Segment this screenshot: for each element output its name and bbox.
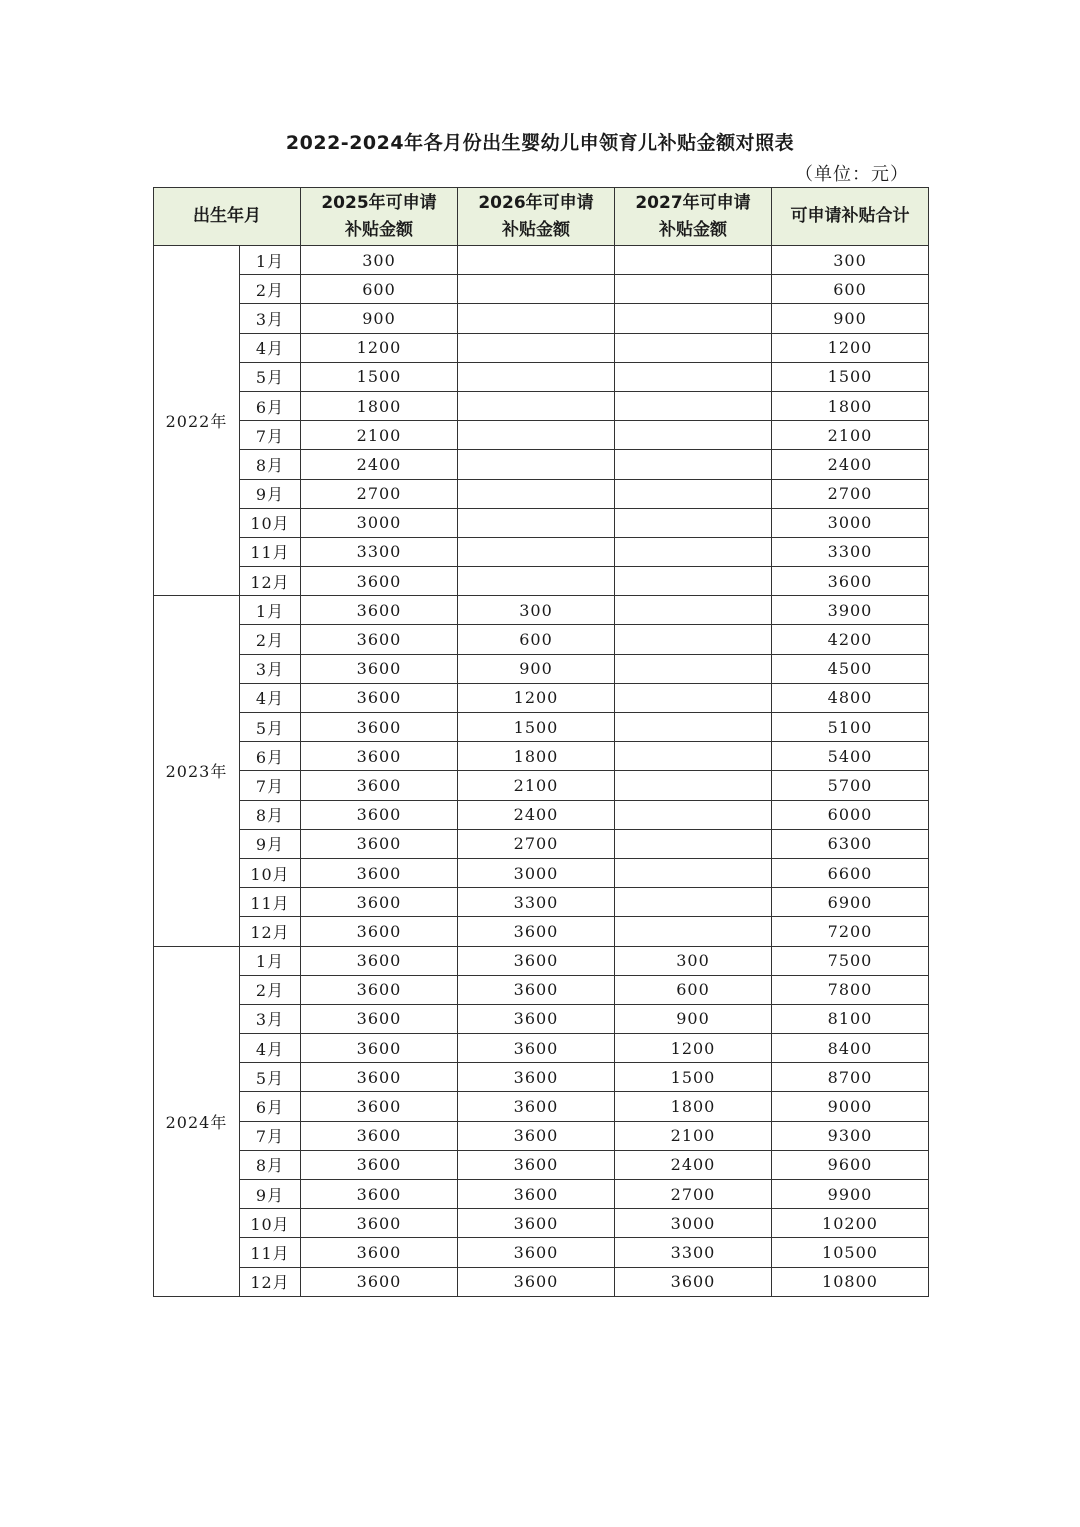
amount-2026-cell (458, 391, 615, 420)
amount-2026-cell (458, 479, 615, 508)
header-2026 (458, 188, 615, 246)
month-cell: 10月 (240, 858, 301, 887)
amount-2027-cell (615, 596, 772, 625)
table-row (154, 391, 929, 420)
amount-2027-cell (615, 800, 772, 829)
month-cell: 1月 (240, 946, 301, 975)
amount-2025-cell: 1800 (301, 391, 458, 420)
month-cell: 8月 (240, 1150, 301, 1179)
amount-2026-cell (458, 246, 615, 275)
table-row (154, 275, 929, 304)
amount-2026-cell: 3600 (458, 1180, 615, 1209)
table-row (154, 1121, 929, 1150)
amount-2027-cell (615, 742, 772, 771)
month-cell: 11月 (240, 537, 301, 566)
amount-2026-cell: 3600 (458, 1092, 615, 1121)
total-cell: 9600 (772, 1150, 929, 1179)
total-cell: 300 (772, 246, 929, 275)
table-row (154, 362, 929, 391)
amount-2025-cell: 3600 (301, 683, 458, 712)
header-birth-month-label: 出生年月 (193, 206, 261, 226)
table-row (154, 1150, 929, 1179)
amount-2027-cell (615, 888, 772, 917)
table-row (154, 1267, 929, 1296)
total-cell: 2400 (772, 450, 929, 479)
amount-2025-cell: 3600 (301, 771, 458, 800)
table-row (154, 246, 929, 275)
table-row (154, 713, 929, 742)
amount-2026-cell: 3600 (458, 1004, 615, 1033)
table-row (154, 683, 929, 712)
amount-2027-cell (615, 771, 772, 800)
amount-2027-cell (615, 917, 772, 946)
amount-2026-cell: 1800 (458, 742, 615, 771)
amount-2026-cell: 300 (458, 596, 615, 625)
table-row (154, 304, 929, 333)
amount-2026-cell: 2700 (458, 829, 615, 858)
amount-2027-cell: 1200 (615, 1034, 772, 1063)
amount-2027-cell: 600 (615, 975, 772, 1004)
total-cell: 4500 (772, 654, 929, 683)
amount-2025-cell: 600 (301, 275, 458, 304)
amount-2027-cell: 3300 (615, 1238, 772, 1267)
total-cell: 5400 (772, 742, 929, 771)
amount-2025-cell: 3600 (301, 800, 458, 829)
total-cell: 900 (772, 304, 929, 333)
amount-2026-cell: 900 (458, 654, 615, 683)
month-cell: 2月 (240, 275, 301, 304)
amount-2025-cell: 3600 (301, 1150, 458, 1179)
month-cell: 5月 (240, 362, 301, 391)
amount-2027-cell: 300 (615, 946, 772, 975)
table-row (154, 917, 929, 946)
total-cell: 8400 (772, 1034, 929, 1063)
amount-2027-cell (615, 275, 772, 304)
amount-2025-cell: 1500 (301, 362, 458, 391)
amount-2026-cell: 3600 (458, 1267, 615, 1296)
amount-2025-cell: 300 (301, 246, 458, 275)
total-cell: 10200 (772, 1209, 929, 1238)
month-cell: 8月 (240, 800, 301, 829)
amount-2025-cell: 2700 (301, 479, 458, 508)
amount-2027-cell: 2400 (615, 1150, 772, 1179)
table-row (154, 742, 929, 771)
total-cell: 2700 (772, 479, 929, 508)
total-cell: 3300 (772, 537, 929, 566)
month-cell: 4月 (240, 1034, 301, 1063)
month-cell: 1月 (240, 596, 301, 625)
amount-2027-cell (615, 479, 772, 508)
month-cell: 2月 (240, 975, 301, 1004)
month-cell: 11月 (240, 1238, 301, 1267)
amount-2027-cell: 2700 (615, 1180, 772, 1209)
month-cell: 10月 (240, 508, 301, 537)
table-row (154, 946, 929, 975)
header-2025-line2: 补贴金额 (345, 219, 413, 240)
month-cell: 8月 (240, 450, 301, 479)
amount-2025-cell: 3600 (301, 1209, 458, 1238)
amount-2027-cell (615, 567, 772, 596)
amount-2026-cell (458, 567, 615, 596)
amount-2026-cell (458, 333, 615, 362)
amount-2025-cell: 3600 (301, 567, 458, 596)
amount-2026-cell: 3600 (458, 1150, 615, 1179)
total-cell: 10800 (772, 1267, 929, 1296)
amount-2026-cell: 2400 (458, 800, 615, 829)
amount-2025-cell: 3600 (301, 713, 458, 742)
amount-2027-cell: 1800 (615, 1092, 772, 1121)
table-row (154, 771, 929, 800)
amount-2025-cell: 900 (301, 304, 458, 333)
total-cell: 9300 (772, 1121, 929, 1150)
amount-2026-cell: 3600 (458, 975, 615, 1004)
total-cell: 3000 (772, 508, 929, 537)
amount-2025-cell: 3600 (301, 625, 458, 654)
amount-2026-cell: 2100 (458, 771, 615, 800)
total-cell: 9900 (772, 1180, 929, 1209)
month-cell: 7月 (240, 1121, 301, 1150)
table-row (154, 1238, 929, 1267)
total-cell: 8100 (772, 1004, 929, 1033)
table-row (154, 537, 929, 566)
table-row (154, 800, 929, 829)
total-cell: 2100 (772, 421, 929, 450)
table-row (154, 567, 929, 596)
total-cell: 7200 (772, 917, 929, 946)
year-cell: 2024年 (154, 946, 240, 1296)
month-cell: 12月 (240, 567, 301, 596)
table-row (154, 1063, 929, 1092)
amount-2027-cell (615, 508, 772, 537)
amount-2026-cell: 3300 (458, 888, 615, 917)
amount-2027-cell (615, 537, 772, 566)
header-2026-line2: 补贴金额 (502, 219, 570, 240)
month-cell: 3月 (240, 1004, 301, 1033)
amount-2027-cell: 1500 (615, 1063, 772, 1092)
table-row (154, 625, 929, 654)
month-cell: 3月 (240, 304, 301, 333)
total-cell: 7800 (772, 975, 929, 1004)
table-row (154, 1180, 929, 1209)
table-row (154, 1092, 929, 1121)
header-row (154, 188, 929, 246)
total-cell: 1800 (772, 391, 929, 420)
table-row (154, 421, 929, 450)
document-title: 2022-2024年各月份出生婴幼儿申领育儿补贴金额对照表 (285, 132, 795, 154)
header-2027-line2: 补贴金额 (659, 219, 727, 240)
amount-2027-cell (615, 829, 772, 858)
month-cell: 4月 (240, 683, 301, 712)
amount-2025-cell: 3600 (301, 975, 458, 1004)
amount-2025-cell: 3600 (301, 742, 458, 771)
amount-2025-cell: 3600 (301, 946, 458, 975)
amount-2026-cell (458, 421, 615, 450)
month-cell: 9月 (240, 829, 301, 858)
month-cell: 9月 (240, 1180, 301, 1209)
amount-2026-cell (458, 537, 615, 566)
amount-2025-cell: 3600 (301, 1121, 458, 1150)
amount-2027-cell: 3000 (615, 1209, 772, 1238)
amount-2025-cell: 3600 (301, 858, 458, 887)
month-cell: 7月 (240, 771, 301, 800)
amount-2025-cell: 3300 (301, 537, 458, 566)
amount-2025-cell: 3600 (301, 596, 458, 625)
amount-2027-cell (615, 858, 772, 887)
amount-2025-cell: 3600 (301, 1063, 458, 1092)
amount-2027-cell (615, 421, 772, 450)
unit-note: （单位：元） (795, 164, 909, 185)
total-cell: 600 (772, 275, 929, 304)
header-2025 (301, 188, 458, 246)
total-cell: 4200 (772, 625, 929, 654)
amount-2026-cell (458, 362, 615, 391)
total-cell: 6900 (772, 888, 929, 917)
table-body (154, 246, 929, 1297)
header-total-label: 可申请补贴合计 (790, 206, 910, 226)
amount-2025-cell: 3600 (301, 1034, 458, 1063)
amount-2027-cell: 3600 (615, 1267, 772, 1296)
table-row (154, 1209, 929, 1238)
amount-2027-cell (615, 391, 772, 420)
amount-2027-cell (615, 246, 772, 275)
amount-2027-cell (615, 333, 772, 362)
total-cell: 9000 (772, 1092, 929, 1121)
amount-2025-cell: 3600 (301, 1238, 458, 1267)
month-cell: 6月 (240, 1092, 301, 1121)
amount-2025-cell: 3600 (301, 888, 458, 917)
amount-2025-cell: 2100 (301, 421, 458, 450)
table-row (154, 975, 929, 1004)
amount-2027-cell (615, 304, 772, 333)
table-row (154, 888, 929, 917)
header-birth-month (154, 188, 301, 246)
amount-2026-cell (458, 508, 615, 537)
total-cell: 4800 (772, 683, 929, 712)
amount-2025-cell: 3000 (301, 508, 458, 537)
total-cell: 5100 (772, 713, 929, 742)
amount-2025-cell: 2400 (301, 450, 458, 479)
total-cell: 1500 (772, 362, 929, 391)
total-cell: 10500 (772, 1238, 929, 1267)
table-row (154, 858, 929, 887)
amount-2025-cell: 3600 (301, 1267, 458, 1296)
month-cell: 6月 (240, 391, 301, 420)
amount-2027-cell (615, 683, 772, 712)
amount-2026-cell: 600 (458, 625, 615, 654)
amount-2026-cell: 1200 (458, 683, 615, 712)
month-cell: 2月 (240, 625, 301, 654)
month-cell: 7月 (240, 421, 301, 450)
table-row (154, 654, 929, 683)
amount-2025-cell: 3600 (301, 1004, 458, 1033)
total-cell: 7500 (772, 946, 929, 975)
amount-2027-cell: 900 (615, 1004, 772, 1033)
table-row (154, 829, 929, 858)
amount-2026-cell: 3600 (458, 1034, 615, 1063)
amount-2026-cell (458, 304, 615, 333)
table-row (154, 596, 929, 625)
total-cell: 3600 (772, 567, 929, 596)
amount-2025-cell: 3600 (301, 917, 458, 946)
table-row (154, 1004, 929, 1033)
total-cell: 8700 (772, 1063, 929, 1092)
table-row (154, 479, 929, 508)
amount-2025-cell: 3600 (301, 1092, 458, 1121)
amount-2026-cell: 3600 (458, 1238, 615, 1267)
amount-2026-cell: 1500 (458, 713, 615, 742)
amount-2026-cell: 3600 (458, 1121, 615, 1150)
table-row (154, 450, 929, 479)
amount-2027-cell (615, 654, 772, 683)
year-cell: 2022年 (154, 246, 240, 596)
header-2025-line1: 2025年可申请 (321, 192, 437, 213)
header-2027-line1: 2027年可申请 (635, 192, 751, 213)
month-cell: 3月 (240, 654, 301, 683)
amount-2026-cell: 3600 (458, 917, 615, 946)
amount-2026-cell (458, 450, 615, 479)
amount-2026-cell: 3000 (458, 858, 615, 887)
amount-2027-cell: 2100 (615, 1121, 772, 1150)
month-cell: 1月 (240, 246, 301, 275)
month-cell: 9月 (240, 479, 301, 508)
month-cell: 11月 (240, 888, 301, 917)
amount-2025-cell: 3600 (301, 829, 458, 858)
header-2026-line1: 2026年可申请 (478, 192, 594, 213)
month-cell: 4月 (240, 333, 301, 362)
amount-2027-cell (615, 450, 772, 479)
amount-2027-cell (615, 625, 772, 654)
month-cell: 5月 (240, 1063, 301, 1092)
amount-2027-cell (615, 362, 772, 391)
month-cell: 5月 (240, 713, 301, 742)
header-total (772, 188, 929, 246)
month-cell: 6月 (240, 742, 301, 771)
total-cell: 1200 (772, 333, 929, 362)
amount-2025-cell: 1200 (301, 333, 458, 362)
table-row (154, 1034, 929, 1063)
table-row (154, 508, 929, 537)
amount-2026-cell: 3600 (458, 1209, 615, 1238)
subsidy-table (153, 187, 929, 1297)
total-cell: 6600 (772, 858, 929, 887)
amount-2026-cell: 3600 (458, 1063, 615, 1092)
month-cell: 12月 (240, 917, 301, 946)
table-header (154, 188, 929, 246)
year-cell: 2023年 (154, 596, 240, 946)
amount-2027-cell (615, 713, 772, 742)
total-cell: 5700 (772, 771, 929, 800)
amount-2026-cell (458, 275, 615, 304)
total-cell: 6000 (772, 800, 929, 829)
amount-2025-cell: 3600 (301, 654, 458, 683)
total-cell: 6300 (772, 829, 929, 858)
month-cell: 10月 (240, 1209, 301, 1238)
month-cell: 12月 (240, 1267, 301, 1296)
table-row (154, 333, 929, 362)
amount-2025-cell: 3600 (301, 1180, 458, 1209)
total-cell: 3900 (772, 596, 929, 625)
amount-2026-cell: 3600 (458, 946, 615, 975)
header-2027 (615, 188, 772, 246)
